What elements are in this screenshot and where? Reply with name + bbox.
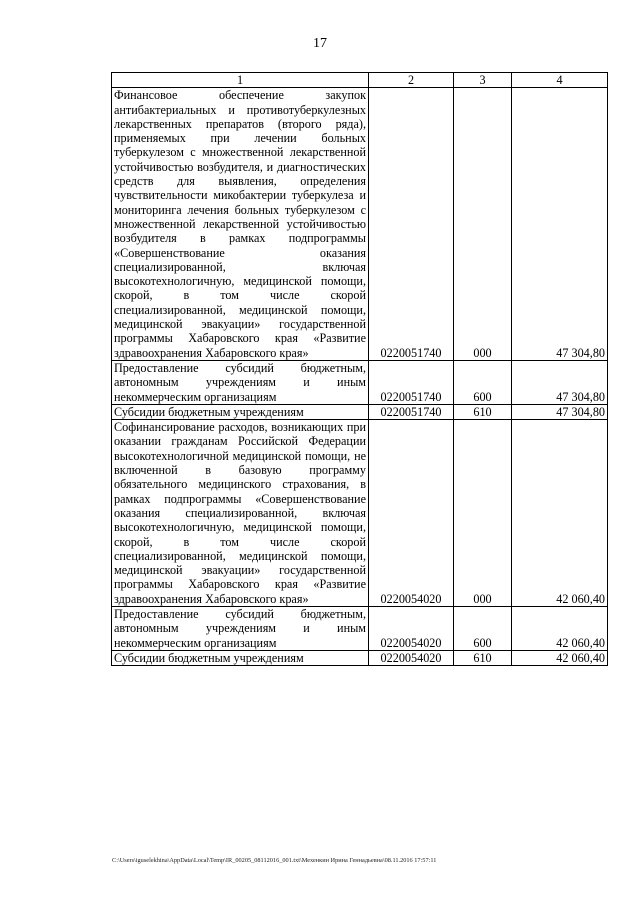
row-amount: 47 304,80 [512, 404, 608, 419]
row-code: 0220051740 [369, 360, 454, 404]
row-amount: 47 304,80 [512, 88, 608, 361]
row-code: 0220051740 [369, 88, 454, 361]
row-amount: 47 304,80 [512, 360, 608, 404]
column-header-code: 2 [369, 73, 454, 88]
row-description: Предоставление субсидий бюджетным, автономным учреждениям и иным некоммерческим организациям [112, 606, 369, 650]
row-type: 610 [454, 404, 512, 419]
footer-file-path: C:\Users\iguselekhina\AppData\Local\Temp\IR_00205_08112016_001.txt\Мехенкин Ирина Геннадьевна\08.11.2016 17:57:11 [112, 857, 437, 864]
table-row [112, 404, 608, 419]
column-header-amount: 4 [512, 73, 608, 88]
row-type: 000 [454, 420, 512, 607]
row-type: 610 [454, 650, 512, 665]
row-amount: 42 060,40 [512, 606, 608, 650]
row-code: 0220054020 [369, 606, 454, 650]
row-description: Софинансирование расходов, возникающих при оказании гражданам Российской Федерации высокотехнологичной медицинской помощи, не включенной в базовую программу обязательного медицинского страхования, в рамках подпрограммы «Совершенствование оказания специализированной, включая высокотехнологичную, медицинской помощи, скорой, в том числе скорой специализированной, медицинской помощи, медицинской эвакуации» государственной программы Хабаровского края «Развитие здравоохранения Хабаровского края» [112, 420, 369, 607]
row-description: Финансовое обеспечение закупок антибактериальных и противотуберкулезных лекарственных препаратов (второго ряда), применяемых при лечении больных туберкулезом с множественной лекарственной устойчивостью возбудителя, и диагностических средств для выявления, определения чувствительности микобактерии туберкулеза и мониторинга лечения больных туберкулезом с множественной лекарственной устойчивостью возбудителя в рамках подпрограммы «Совершенствование оказания специализированной, включая высокотехнологичную, медицинской помощи, скорой, в том числе скорой специализированной, медицинской помощи, медицинской эвакуации» государственной программы Хабаровского края «Развитие здравоохранения Хабаровского края» [112, 88, 369, 361]
table-row [112, 360, 608, 404]
row-description: Субсидии бюджетным учреждениям [112, 404, 369, 419]
row-code: 0220051740 [369, 404, 454, 419]
page-number: 17 [313, 36, 327, 51]
column-header-description: 1 [112, 73, 369, 88]
table-row [112, 88, 608, 361]
row-type: 600 [454, 360, 512, 404]
row-amount: 42 060,40 [512, 650, 608, 665]
table-row [112, 650, 608, 665]
row-type: 600 [454, 606, 512, 650]
row-amount: 42 060,40 [512, 420, 608, 607]
table-header-row [112, 73, 608, 88]
column-header-type: 3 [454, 73, 512, 88]
table-row [112, 420, 608, 607]
table-row [112, 606, 608, 650]
row-type: 000 [454, 88, 512, 361]
row-description: Субсидии бюджетным учреждениям [112, 650, 369, 665]
row-description: Предоставление субсидий бюджетным, автономным учреждениям и иным некоммерческим организациям [112, 360, 369, 404]
row-code: 0220054020 [369, 420, 454, 607]
row-code: 0220054020 [369, 650, 454, 665]
budget-table [111, 72, 608, 666]
